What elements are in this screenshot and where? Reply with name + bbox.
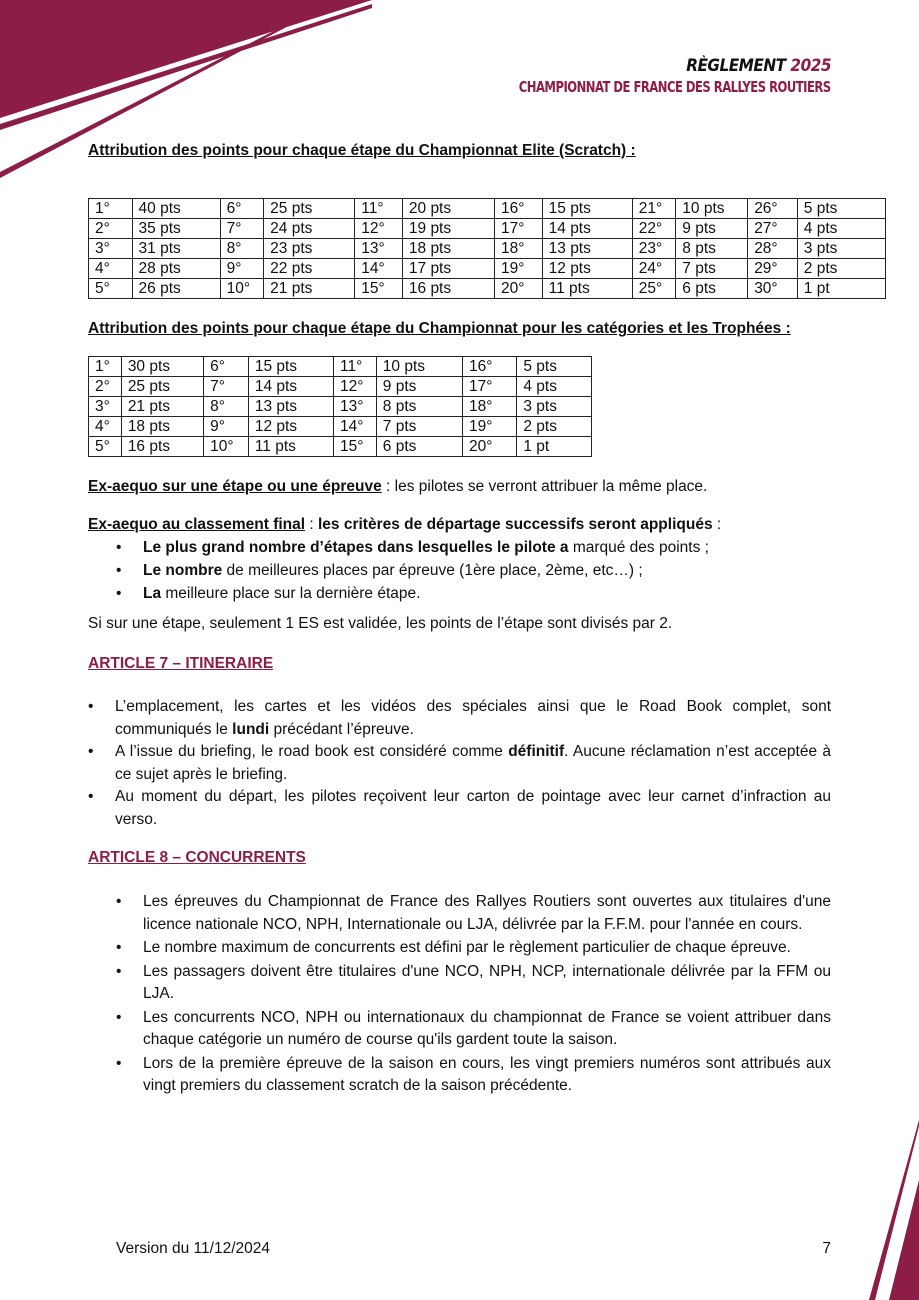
rank-cell: 13° [355, 239, 403, 259]
points-cell: 11 pts [542, 279, 632, 299]
categories-points-table [88, 356, 592, 457]
exaequo-final [88, 514, 831, 536]
points-cell: 2 pts [797, 259, 885, 279]
tiebreak-list [88, 536, 831, 605]
points-cell: 15 pts [248, 357, 333, 377]
header-subtitle: CHAMPIONNAT DE FRANCE DES RALLYES ROUTIERS [519, 78, 831, 96]
list-item-bold: lundi [232, 720, 270, 738]
points-cell: 7 pts [376, 417, 462, 437]
page-number: 7 [822, 1240, 831, 1257]
points-cell: 8 pts [676, 239, 748, 259]
header-title: RÈGLEMENT [686, 56, 786, 76]
points-cell: 6 pts [376, 437, 462, 457]
points-cell: 14 pts [542, 219, 632, 239]
list-item-bold: Le plus grand nombre d’étapes dans lesquelles le pilote a [143, 539, 569, 556]
rank-cell: 6° [204, 357, 249, 377]
rank-cell: 30° [748, 279, 798, 299]
points-cell: 23 pts [264, 239, 355, 259]
rank-cell: 5° [89, 279, 133, 299]
exaequo-etape-text: : les pilotes se verront attribuer la même place. [381, 478, 708, 495]
points-cell: 9 pts [676, 219, 748, 239]
table-row [89, 219, 886, 239]
points-cell: 10 pts [676, 199, 748, 219]
table-row [89, 357, 592, 377]
points-cell: 16 pts [402, 279, 494, 299]
rank-cell: 19° [495, 259, 543, 279]
rank-cell: 14° [334, 417, 377, 437]
points-cell: 3 pts [797, 239, 885, 259]
points-cell: 1 pt [797, 279, 885, 299]
rank-cell: 21° [632, 199, 676, 219]
rank-cell: 12° [355, 219, 403, 239]
list-item: • Le nombre maximum de concurrents est défini par le règlement particulier de chaque épreuve. [88, 937, 831, 960]
rank-cell: 16° [462, 357, 516, 377]
table-row [89, 377, 592, 397]
rank-cell: 24° [632, 259, 676, 279]
list-item: • Les épreuves du Championnat de France des Rallyes Routiers sont ouvertes aux titulaires d'une licence nationale NCO, NPH, Internationale ou LJA, délivrée par la F.F.M. pour l'année en cours. [88, 891, 831, 936]
exaequo-etape-label: Ex-aequo sur une étape ou une épreuve [88, 478, 382, 495]
points-cell: 1 pt [517, 437, 592, 457]
points-cell: 2 pts [517, 417, 592, 437]
rank-cell: 15° [334, 437, 377, 457]
list-item-text: de meilleures places par épreuve (1ère place, 2ème, etc…) ; [222, 562, 643, 579]
points-cell: 18 pts [402, 239, 494, 259]
points-cell: 5 pts [517, 357, 592, 377]
rank-cell: 1° [89, 199, 133, 219]
points-cell: 13 pts [542, 239, 632, 259]
exaequo-etape [88, 476, 831, 498]
points-cell: 19 pts [402, 219, 494, 239]
points-cell: 25 pts [264, 199, 355, 219]
table-row [89, 199, 886, 219]
points-cell: 31 pts [132, 239, 220, 259]
points-cell: 15 pts [542, 199, 632, 219]
list-item: • Les passagers doivent être titulaires d'une NCO, NPH, NCP, internationale délivrée par la FFM ou LJA. [88, 961, 831, 1006]
rank-cell: 5° [89, 437, 122, 457]
rank-cell: 3° [89, 397, 122, 417]
rank-cell: 12° [334, 377, 377, 397]
list-item [88, 559, 831, 582]
points-cell: 17 pts [402, 259, 494, 279]
rank-cell: 8° [204, 397, 249, 417]
list-item-text: précédant l’épreuve. [269, 720, 414, 738]
points-cell: 40 pts [132, 199, 220, 219]
list-item-bold: définitif [508, 743, 565, 760]
table-row [89, 437, 592, 457]
rank-cell: 26° [748, 199, 798, 219]
rank-cell: 28° [748, 239, 798, 259]
rank-cell: 1° [89, 357, 122, 377]
points-cell: 12 pts [248, 417, 333, 437]
rank-cell: 2° [89, 377, 122, 397]
points-cell: 7 pts [676, 259, 748, 279]
list-item-text: . Aucune réclamation n’est acceptée à ce sujet après le briefing. [115, 743, 831, 783]
list-item: • Lors de la première épreuve de la saison en cours, les vingt premiers numéros sont attribués aux vingt premiers du classement scratch de la saison précédente. [88, 1053, 831, 1098]
section-elite-title: Attribution des points pour chaque étape du Championnat Elite (Scratch) : [88, 142, 636, 159]
points-cell: 24 pts [264, 219, 355, 239]
exaequo-final-end: : [712, 516, 722, 533]
list-item [88, 696, 831, 741]
rank-cell: 9° [220, 259, 264, 279]
rank-cell: 2° [89, 219, 133, 239]
rank-cell: 18° [495, 239, 543, 259]
points-cell: 3 pts [517, 397, 592, 417]
points-cell: 18 pts [121, 417, 203, 437]
footer-version: Version du 11/12/2024 [116, 1240, 270, 1257]
rank-cell: 9° [204, 417, 249, 437]
points-cell: 35 pts [132, 219, 220, 239]
rank-cell: 4° [89, 417, 122, 437]
points-cell: 25 pts [121, 377, 203, 397]
rank-cell: 20° [495, 279, 543, 299]
document-header [468, 56, 831, 98]
list-item-text: L’emplacement, les cartes et les vidéos des spéciales ainsi que le Road Book complet, sont communiqués le [115, 698, 831, 738]
rank-cell: 22° [632, 219, 676, 239]
list-item-text: A l’issue du briefing, le road book est considéré comme [115, 743, 509, 760]
list-item [88, 536, 831, 559]
es-note: Si sur une étape, seulement 1 ES est validée, les points de l’étape sont divisés par 2. [88, 615, 673, 632]
elite-points-table [88, 198, 886, 299]
rank-cell: 27° [748, 219, 798, 239]
rank-cell: 15° [355, 279, 403, 299]
article-8-title: ARTICLE 8 – CONCURRENTS [88, 849, 306, 866]
page-content [88, 140, 838, 1099]
rank-cell: 13° [334, 397, 377, 417]
rank-cell: 29° [748, 259, 798, 279]
list-item [88, 741, 831, 786]
header-year: 2025 [790, 56, 831, 76]
section-categories-title: Attribution des points pour chaque étape du Championnat pour les catégories et les Trophées : [88, 320, 791, 337]
rank-cell: 8° [220, 239, 264, 259]
rank-cell: 20° [462, 437, 516, 457]
rank-cell: 10° [204, 437, 249, 457]
points-cell: 4 pts [517, 377, 592, 397]
article-7-title: ARTICLE 7 – ITINERAIRE [88, 655, 274, 672]
rank-cell: 17° [462, 377, 516, 397]
table-row [89, 279, 886, 299]
article-7-list [88, 696, 831, 831]
table-row [89, 417, 592, 437]
exaequo-final-label: Ex-aequo au classement final [88, 516, 306, 533]
rank-cell: 6° [220, 199, 264, 219]
rank-cell: 18° [462, 397, 516, 417]
points-cell: 6 pts [676, 279, 748, 299]
rank-cell: 25° [632, 279, 676, 299]
points-cell: 14 pts [248, 377, 333, 397]
points-cell: 22 pts [264, 259, 355, 279]
points-cell: 28 pts [132, 259, 220, 279]
bottom-right-decoration [839, 1120, 919, 1300]
list-item-text: marqué des points ; [568, 539, 709, 556]
points-cell: 26 pts [132, 279, 220, 299]
article-8-list [88, 891, 831, 1098]
exaequo-final-bold: les critères de départage successifs seront appliqués [318, 516, 713, 533]
points-cell: 10 pts [376, 357, 462, 377]
exaequo-final-sep: : [305, 516, 318, 533]
rank-cell: 10° [220, 279, 264, 299]
rank-cell: 19° [462, 417, 516, 437]
points-cell: 11 pts [248, 437, 333, 457]
points-cell: 20 pts [402, 199, 494, 219]
list-item-text: meilleure place sur la dernière étape. [161, 585, 421, 602]
rank-cell: 16° [495, 199, 543, 219]
rank-cell: 17° [495, 219, 543, 239]
list-item-bold: Le nombre [143, 562, 223, 579]
rank-cell: 7° [220, 219, 264, 239]
table-row [89, 239, 886, 259]
points-cell: 9 pts [376, 377, 462, 397]
points-cell: 21 pts [264, 279, 355, 299]
points-cell: 5 pts [797, 199, 885, 219]
rank-cell: 7° [204, 377, 249, 397]
points-cell: 21 pts [121, 397, 203, 417]
points-cell: 12 pts [542, 259, 632, 279]
rank-cell: 4° [89, 259, 133, 279]
points-cell: 4 pts [797, 219, 885, 239]
list-item [88, 786, 831, 831]
rank-cell: 11° [355, 199, 403, 219]
rank-cell: 3° [89, 239, 133, 259]
rank-cell: 11° [334, 357, 377, 377]
rank-cell: 14° [355, 259, 403, 279]
list-item: • Les concurrents NCO, NPH ou internationaux du championnat de France se voient attribuer dans chaque catégorie un numéro de course qu'ils gardent toute la saison. [88, 1007, 831, 1052]
list-item-bold: La [143, 585, 162, 602]
points-cell: 8 pts [376, 397, 462, 417]
table-row [89, 397, 592, 417]
rank-cell: 23° [632, 239, 676, 259]
table-row [89, 259, 886, 279]
list-item-text: Au moment du départ, les pilotes reçoivent leur carton de pointage avec leur carnet d’infraction au verso. [115, 788, 831, 828]
points-cell: 16 pts [121, 437, 203, 457]
list-item [88, 582, 831, 605]
points-cell: 13 pts [248, 397, 333, 417]
points-cell: 30 pts [121, 357, 203, 377]
